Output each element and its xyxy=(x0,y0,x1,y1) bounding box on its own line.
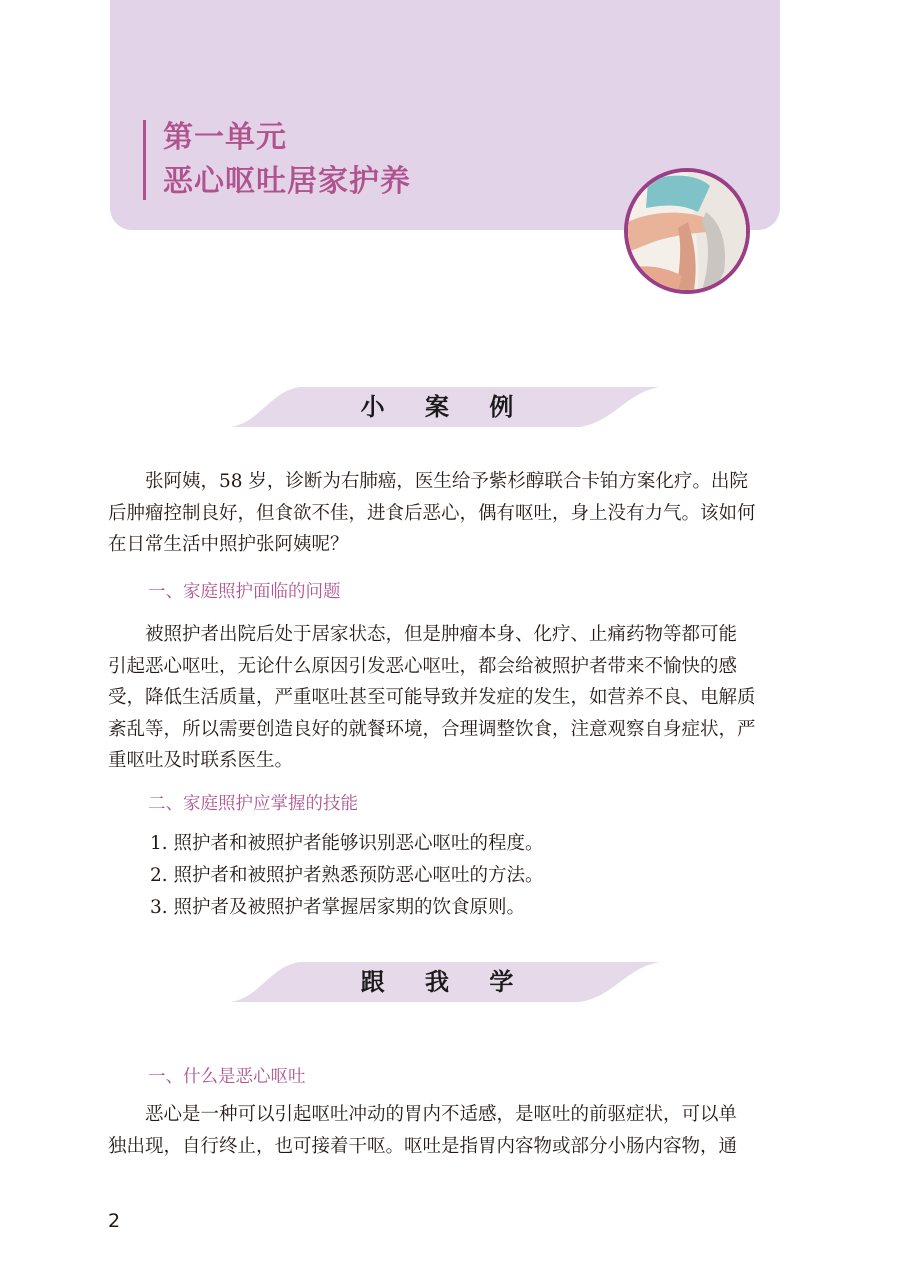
list-item: 1. 照护者和被照护者能够识别恶心呕吐的程度。 xyxy=(150,833,544,854)
unit-number: 第一单元 xyxy=(163,120,287,155)
case-line: 在日常生活中照护张阿姨呢？ xyxy=(108,534,349,555)
learn-subheading: 一、什么是恶心呕吐 xyxy=(148,1067,306,1087)
problems-paragraph xyxy=(108,619,788,777)
problems-line: 引起恶心呕吐，无论什么原因引发恶心呕吐，都会给被照护者带来不愉快的感 xyxy=(108,655,738,677)
problems-line: 重呕吐及时联系医生。 xyxy=(108,750,294,771)
learn-heading: 跟 我 学 xyxy=(360,967,530,996)
page-number: 2 xyxy=(108,1210,121,1232)
list-item: 3. 照护者及被照护者掌握居家期的饮食原则。 xyxy=(150,897,526,918)
list-item: 2. 照护者和被照护者熟悉预防恶心呕吐的方法。 xyxy=(150,865,544,886)
unit-title-accent-bar xyxy=(143,120,146,200)
unit-title: 恶心呕吐居家护养 xyxy=(163,164,411,199)
case-section-banner xyxy=(230,387,660,427)
skills-list xyxy=(150,828,544,924)
problems-subheading: 一、家庭照护面临的问题 xyxy=(148,582,341,602)
caregiver-hands-image xyxy=(628,172,746,290)
case-line: 后肿瘤控制良好，但食欲不佳，进食后恶心，偶有呕吐，身上没有力气。该如何 xyxy=(108,502,756,524)
unit-title-block xyxy=(163,116,411,204)
caregiver-photo xyxy=(624,168,750,294)
learn-line: 恶心是一种可以引起呕吐冲动的胃内不适感，是呕吐的前驱症状，可以单 xyxy=(145,1104,738,1125)
problems-line: 紊乱等，所以需要创造良好的就餐环境，合理调整饮食，注意观察自身症状，严 xyxy=(108,718,756,740)
learn-section-banner xyxy=(230,962,660,1002)
learn-paragraph xyxy=(108,1099,788,1162)
problems-line: 被照护者出院后处于居家状态，但是肿瘤本身、化疗、止痛药物等都可能 xyxy=(145,624,738,645)
skills-subheading: 二、家庭照护应掌握的技能 xyxy=(148,794,358,814)
case-heading: 小 案 例 xyxy=(360,392,530,421)
case-line: 张阿姨，58 岁，诊断为右肺癌，医生给予紫杉醇联合卡铂方案化疗。出院 xyxy=(145,471,748,492)
learn-line: 独出现，自行终止，也可接着干呕。呕吐是指胃内容物或部分小肠内容物，通 xyxy=(108,1135,738,1157)
problems-line: 受，降低生活质量，严重呕吐甚至可能导致并发症的发生，如营养不良、电解质 xyxy=(108,687,756,708)
case-paragraph xyxy=(108,466,788,561)
